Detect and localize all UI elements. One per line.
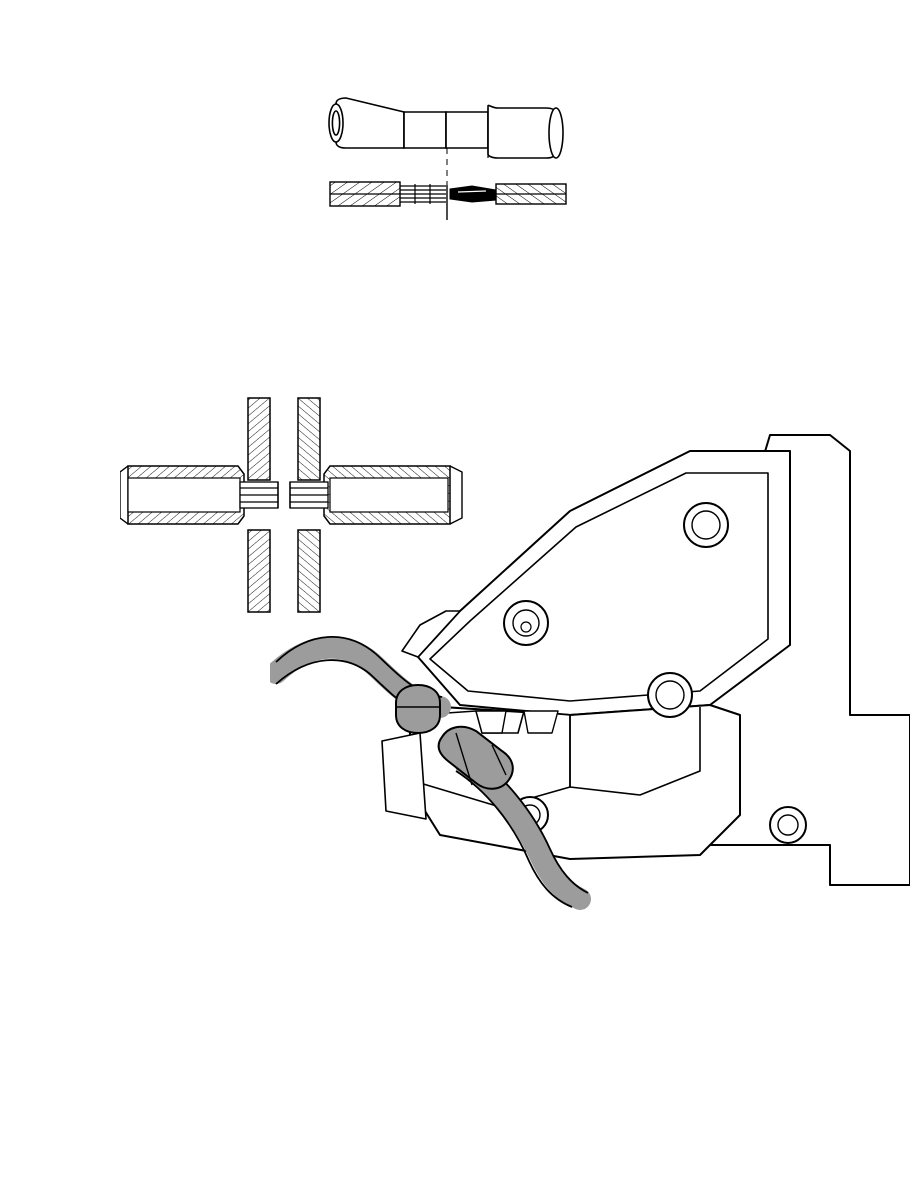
- left-wire-strands: [400, 184, 446, 204]
- die-slot-left: [476, 711, 506, 733]
- pivot-rivet-lower: [648, 673, 692, 717]
- die-slot-right: [524, 711, 558, 733]
- pivot-rivet-rear: [504, 601, 548, 645]
- figure-crimping-tool: [270, 415, 910, 925]
- figure-splice-sleeve: [320, 90, 590, 230]
- right-wire-insulation: [496, 184, 566, 204]
- die-retainer-tab: [382, 733, 426, 819]
- upper-crimp-jaw-left: [248, 398, 270, 480]
- stripped-wire-assembly: [330, 182, 566, 206]
- pivot-rivet-far-right: [770, 807, 806, 843]
- pivot-rivet-upper: [684, 503, 728, 547]
- right-wire-strands: [450, 186, 496, 202]
- left-wire-insulation: [330, 182, 400, 206]
- lower-crimp-jaw-left: [248, 530, 270, 612]
